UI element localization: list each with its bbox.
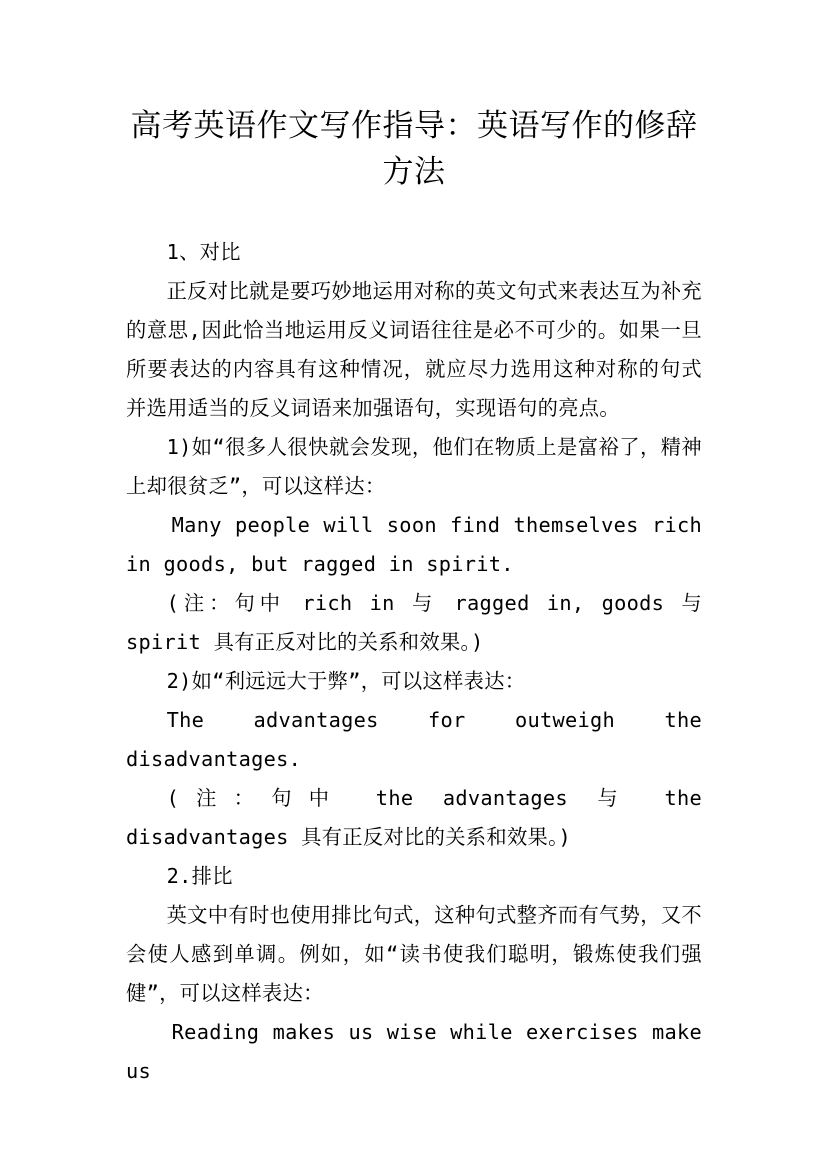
paragraph-parallelism-intro: 英文中有时也使用排比句式，这种句式整齐而有气势，又不会使人感到单调。例如，如“读书使我们聪明，锻炼使我们强健”，可以这样表达： (126, 903, 702, 1005)
paragraph-english-example-3: Reading makes us wise while exercises make us (126, 1020, 702, 1083)
document-body (126, 233, 702, 1091)
document-title: 高考英语作文写作指导：英语写作的修辞方法 (130, 108, 698, 190)
paragraph-note-1: (注：句中 rich in 与 ragged in, goods 与 spirit 具有正反对比的关系和效果。) (126, 591, 702, 654)
section-heading-parallelism: 2.排比 (166, 864, 233, 888)
paragraph-contrast-intro: 正反对比就是要巧妙地运用对称的英文句式来表达互为补充的意思,因此恰当地运用反义词语往往是必不可少的。如果一旦所要表达的内容具有这种情况，就应尽力选用这种对称的句式并选用适当的反义词语来加强语句，实现语句的亮点。 (126, 279, 702, 420)
section-heading-contrast: 1、对比 (166, 240, 241, 264)
paragraph-english-example-1: Many people will soon find themselves rich in goods, but ragged in spirit. (126, 513, 702, 576)
paragraph-example-1: 1)如“很多人很快就会发现，他们在物质上是富裕了，精神上却很贫乏”，可以这样达： (126, 435, 702, 498)
paragraph-note-2: (注：句中 the advantages 与 the disadvantages 具有正反对比的关系和效果。) (126, 786, 702, 849)
paragraph-example-2: 2)如“利远远大于弊”，可以这样表达： (166, 669, 526, 693)
paragraph-english-example-2: The advantages for outweigh the disadvantages. (126, 708, 702, 771)
